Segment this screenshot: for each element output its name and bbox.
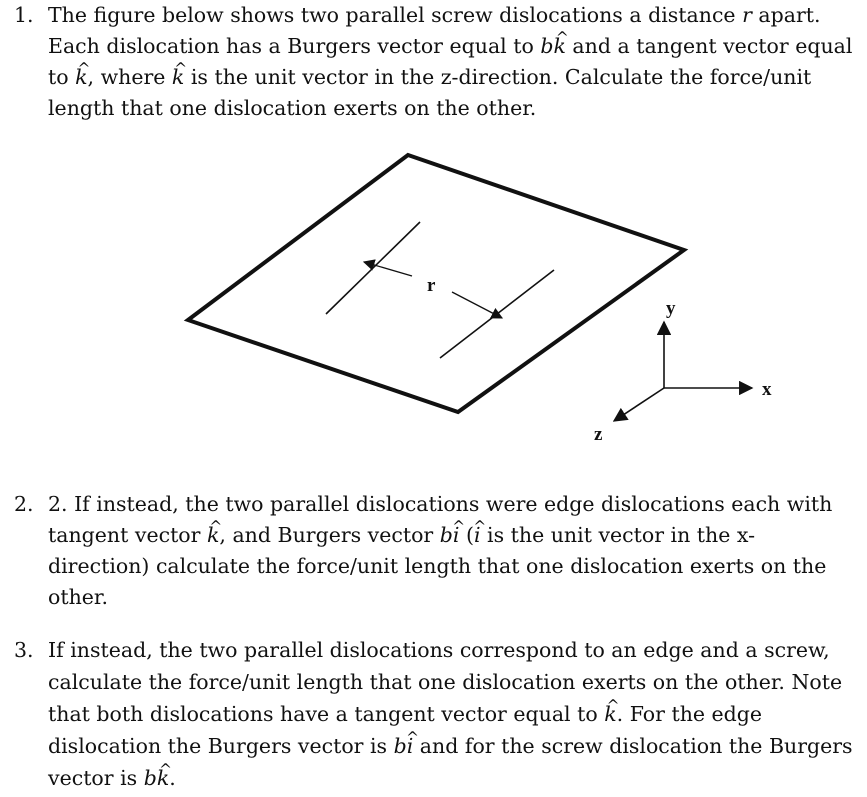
dislocation-line-left — [326, 222, 420, 314]
question-2-text: 2. If instead, the two parallel dislocations were edge dislocations each with tangent vector ^ k, and Burgers vector b^ i (^ i is the unit vector in the x- direction) calculate the force/unit length that one dislocation exerts on the other. — [48, 489, 854, 613]
slip-plane — [188, 155, 684, 412]
separation-arrow-right — [452, 292, 502, 318]
dislocation-line-right — [440, 270, 554, 358]
question-2-number: 2. — [14, 492, 34, 516]
x-axis-label: x — [762, 379, 772, 400]
separation-label: r — [427, 275, 436, 296]
y-axis-label: y — [666, 298, 676, 319]
z-axis — [614, 388, 664, 421]
dislocation-figure — [0, 140, 867, 460]
question-3-text: If instead, the two parallel dislocations correspond to an edge and a screw, calculate the force/unit length that one dislocation exerts on the other. Note that both dislocations have a tangent vector equal to ^ k. For the edge dislocation the Burgers vector is b^ i and for the screw dislocation the Burgers vector is b^ k. — [48, 634, 854, 794]
question-1 — [14, 0, 854, 124]
question-3 — [14, 634, 854, 794]
z-axis-label: z — [594, 424, 603, 445]
question-1-text: The figure below shows two parallel screw dislocations a distance r apart. Each dislocation has a Burgers vector equal to b^ k and a tangent vector equal to ^ k, where ^ k is the unit vector in the z-direction. Calculate the force/unit length that one dislocation exerts on the other. — [48, 0, 854, 124]
question-3-number: 3. — [14, 638, 34, 662]
question-1-number: 1. — [14, 3, 34, 27]
question-2 — [14, 489, 854, 613]
